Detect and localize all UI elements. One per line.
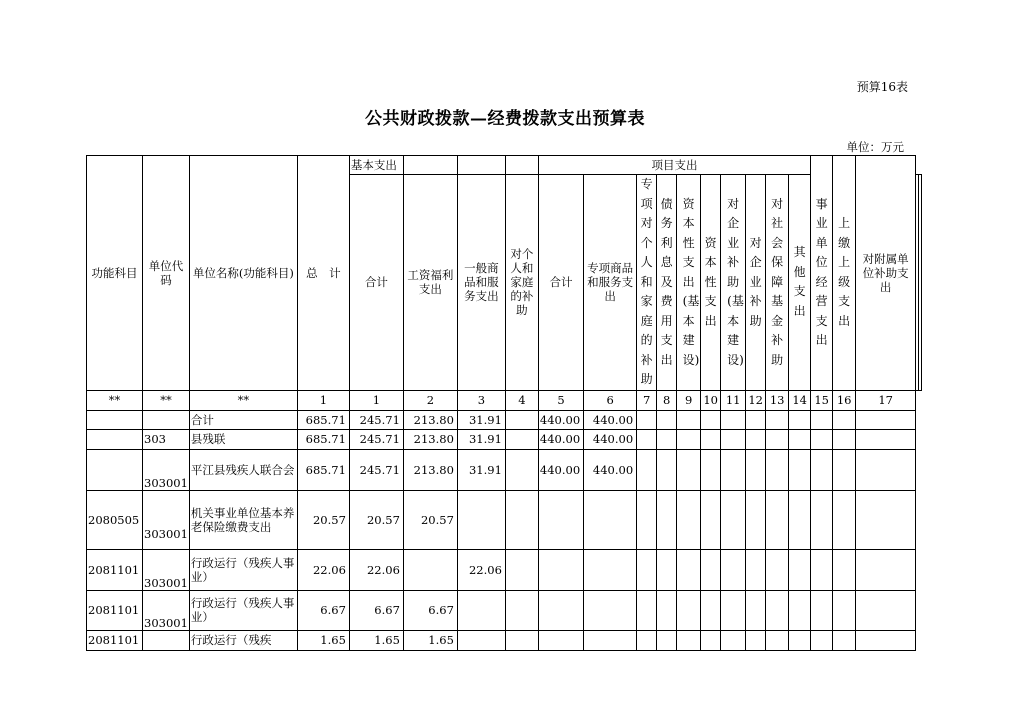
cell-wage: 20.57 — [403, 490, 457, 549]
hdr-capital-build-text: 资本性支出(基本建设) — [682, 196, 700, 367]
cell-personal — [505, 630, 538, 650]
cell-proj — [538, 630, 583, 650]
index-cell: ** — [87, 390, 143, 410]
hdr-enterprise-build-text: 对企业补助(基本建设) — [727, 196, 744, 367]
cell-basic: 22.06 — [349, 549, 403, 590]
cell-personal — [505, 549, 538, 590]
cell-total: 1.65 — [297, 630, 349, 650]
cell-total: 20.57 — [297, 490, 349, 549]
hdr-basic-blank — [457, 156, 505, 175]
cell-proj — [538, 490, 583, 549]
hdr-enterprise-text: 对企业补助 — [749, 235, 762, 328]
table-row — [87, 630, 922, 650]
hdr-social — [766, 175, 789, 391]
cell-name: 行政运行（残疾人事业） — [189, 549, 297, 590]
cell-code — [143, 630, 190, 650]
cell-goods: 31.91 — [457, 449, 505, 490]
table-row — [87, 429, 922, 449]
cell-proj-goods: 440.00 — [584, 429, 637, 449]
hdr-business-text: 事业单位经营支出 — [815, 196, 828, 348]
hdr-upper-text: 上缴上级支出 — [838, 216, 851, 328]
hdr-wage: 工资福利支出 — [403, 175, 457, 391]
cell-proj — [538, 549, 583, 590]
cell-basic: 245.71 — [349, 449, 403, 490]
unit-label: 单位：万元 — [846, 140, 904, 154]
cell-proj — [538, 590, 583, 630]
index-cell: 10 — [701, 390, 721, 410]
hdr-debt-text: 债务利息及费用支出 — [660, 196, 673, 367]
index-cell: 8 — [657, 390, 677, 410]
cell-name: 机关事业单位基本养老保险缴费支出 — [189, 490, 297, 549]
hdr-enterprise-build — [721, 175, 746, 391]
index-cell: 6 — [584, 390, 637, 410]
hdr-proj-goods: 专项商品和服务支出 — [584, 175, 637, 391]
cell-proj-goods — [584, 630, 637, 650]
cell-wage: 213.80 — [403, 449, 457, 490]
cell-func — [87, 449, 143, 490]
cell-proj: 440.00 — [538, 449, 583, 490]
table-row — [87, 410, 922, 429]
index-cell: 16 — [833, 390, 856, 410]
cell-goods — [457, 490, 505, 549]
index-cell: 7 — [637, 390, 657, 410]
budget-table — [86, 155, 922, 651]
cell-code: 303001 — [143, 549, 190, 590]
hdr-total: 总 计 — [297, 156, 349, 391]
cell-goods: 31.91 — [457, 429, 505, 449]
hdr-basic-blank — [505, 156, 538, 175]
index-cell: 17 — [856, 390, 916, 410]
cell-personal — [505, 490, 538, 549]
cell-goods — [457, 630, 505, 650]
cell-wage — [403, 549, 457, 590]
index-cell: 15 — [811, 390, 833, 410]
index-cell: 12 — [746, 390, 766, 410]
cell-proj-goods: 440.00 — [584, 410, 637, 429]
index-cell: ** — [189, 390, 297, 410]
cell-proj-goods — [584, 549, 637, 590]
cell-func: 2081101 — [87, 590, 143, 630]
hdr-unit-code: 单位代码 — [143, 156, 190, 391]
hdr-goods: 一般商品和服务支出 — [457, 175, 505, 391]
page-title: 公共财政拨款—经费拨款支出预算表 — [365, 109, 645, 129]
cell-basic: 245.71 — [349, 429, 403, 449]
hdr-social-text: 对社会保障基金补助 — [771, 196, 784, 367]
hdr-basic-blank — [403, 156, 457, 175]
cell-total: 685.71 — [297, 410, 349, 429]
hdr-debt — [657, 175, 677, 391]
hdr-unit-name: 单位名称(功能科目) — [189, 156, 297, 391]
cell-personal — [505, 590, 538, 630]
hdr-basic-total: 合计 — [349, 175, 403, 391]
cell-wage: 213.80 — [403, 429, 457, 449]
hdr-proj-total: 合计 — [538, 175, 583, 391]
cell-basic: 245.71 — [349, 410, 403, 429]
hdr-basic: 基本支出 — [349, 156, 403, 175]
cell-goods: 31.91 — [457, 410, 505, 429]
index-cell: 14 — [789, 390, 811, 410]
cell-total: 685.71 — [297, 429, 349, 449]
cell-proj-goods — [584, 490, 637, 549]
cell-func: 2081101 — [87, 549, 143, 590]
index-cell: 11 — [721, 390, 746, 410]
hdr-personal: 对个人和家庭的补助 — [505, 175, 538, 391]
cell-name: 行政运行（残疾人事业） — [189, 590, 297, 630]
cell-code: 303001 — [143, 490, 190, 549]
cell-goods — [457, 590, 505, 630]
hdr-capital-build — [677, 175, 701, 391]
hdr-proj-personal-text: 专项对个人和家庭的补助 — [640, 177, 653, 386]
cell-name: 合计 — [189, 410, 297, 429]
cell-total: 685.71 — [297, 449, 349, 490]
cell-code: 303 — [143, 429, 190, 449]
cell-name: 平江县残疾人联合会 — [189, 449, 297, 490]
index-cell: 5 — [538, 390, 583, 410]
hdr-func-subject: 功能科目 — [87, 156, 143, 391]
hdr-capital — [701, 175, 721, 391]
cell-wage: 1.65 — [403, 630, 457, 650]
hdr-other-text: 其他支出 — [793, 245, 806, 318]
index-row — [87, 390, 922, 410]
cell-wage: 213.80 — [403, 410, 457, 429]
table-row — [87, 549, 922, 590]
cell-name: 县残联 — [189, 429, 297, 449]
cell-goods: 22.06 — [457, 549, 505, 590]
table-row — [87, 449, 922, 490]
hdr-proj-blank — [919, 175, 922, 391]
hdr-project: 项目支出 — [538, 156, 810, 175]
cell-total: 6.67 — [297, 590, 349, 630]
index-cell: 4 — [505, 390, 538, 410]
table-row — [87, 590, 922, 630]
hdr-capital-text: 资本性支出 — [704, 235, 717, 328]
hdr-affiliate: 对附属单位补助支出 — [856, 156, 916, 391]
cell-basic: 6.67 — [349, 590, 403, 630]
cell-func: 2081101 — [87, 630, 143, 650]
hdr-upper — [833, 156, 856, 391]
cell-personal — [505, 410, 538, 429]
table-row — [87, 490, 922, 549]
cell-basic: 20.57 — [349, 490, 403, 549]
cell-proj-goods: 440.00 — [584, 449, 637, 490]
cell-func — [87, 429, 143, 449]
hdr-other — [789, 175, 811, 391]
cell-name: 行政运行（残疾 — [189, 630, 297, 650]
index-cell: 3 — [457, 390, 505, 410]
index-cell: 13 — [766, 390, 789, 410]
cell-proj: 440.00 — [538, 410, 583, 429]
cell-total: 22.06 — [297, 549, 349, 590]
cell-proj-goods — [584, 590, 637, 630]
cell-wage: 6.67 — [403, 590, 457, 630]
index-cell: 9 — [677, 390, 701, 410]
cell-proj: 440.00 — [538, 429, 583, 449]
cell-func: 2080505 — [87, 490, 143, 549]
index-cell: 1 — [297, 390, 349, 410]
hdr-business — [811, 156, 833, 391]
hdr-enterprise — [746, 175, 766, 391]
index-cell: 2 — [403, 390, 457, 410]
index-cell: ** — [143, 390, 190, 410]
cell-code — [143, 410, 190, 429]
index-cell: 1 — [349, 390, 403, 410]
cell-personal — [505, 449, 538, 490]
cell-personal — [505, 429, 538, 449]
hdr-proj-personal — [637, 175, 657, 391]
cell-func — [87, 410, 143, 429]
cell-code: 303001 — [143, 590, 190, 630]
cell-code: 303001 — [143, 449, 190, 490]
cell-basic: 1.65 — [349, 630, 403, 650]
form-number: 预算16表 — [856, 80, 908, 94]
